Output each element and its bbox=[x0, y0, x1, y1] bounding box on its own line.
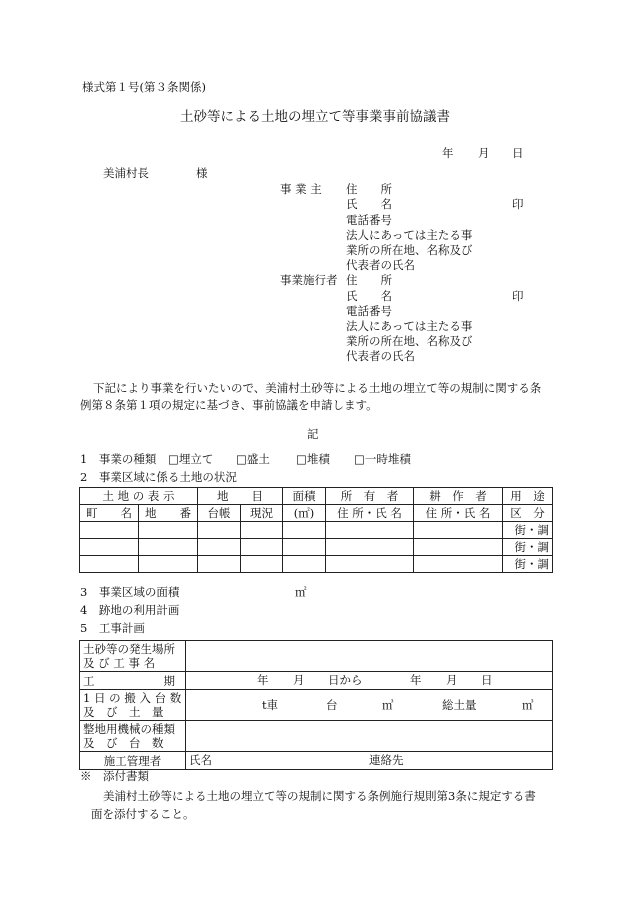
machine-label-line-1: 整地用機械の種類 bbox=[83, 722, 175, 736]
source-label bbox=[80, 641, 186, 672]
header-lot: 地 番 bbox=[139, 505, 198, 522]
applicant-name-label: 氏 名 bbox=[346, 197, 392, 211]
period-year-2: 年 bbox=[410, 673, 422, 687]
addressee-honorific: 様 bbox=[196, 166, 208, 180]
option-umetate[interactable]: □埋立て bbox=[168, 452, 214, 466]
cell-current[interactable] bbox=[241, 539, 283, 556]
cell-area[interactable] bbox=[283, 539, 326, 556]
body-text-line-2: 例第８条第１項の規定に基づき、事前協議を申請します。 bbox=[80, 398, 378, 412]
item4-label: 4 跡地の利用計画 bbox=[80, 603, 180, 617]
cell-use[interactable]: 街・調 bbox=[503, 539, 553, 556]
daily-truck: t車 bbox=[262, 698, 279, 712]
applicant-role: 事 業 主 bbox=[280, 182, 322, 196]
header-use: 用 途 bbox=[503, 488, 553, 505]
applicant-seal: 印 bbox=[512, 197, 524, 211]
option-taiseki[interactable]: □堆積 bbox=[296, 452, 330, 466]
work-plan-table bbox=[79, 640, 553, 770]
item1-label: 1 事業の種類 bbox=[80, 452, 157, 466]
cell-ledger[interactable] bbox=[198, 522, 241, 539]
cell-lot[interactable] bbox=[139, 556, 198, 573]
item2-label: 2 事業区域に係る土地の状況 bbox=[80, 470, 237, 484]
attachment-heading: ※ 添付書類 bbox=[80, 769, 149, 783]
header-area-unit: (㎡) bbox=[283, 505, 326, 522]
cell-current[interactable] bbox=[241, 556, 283, 573]
item3-label: 3 事業区域の面積 bbox=[80, 585, 180, 599]
daily-label-line-2: 及 び 土 量 bbox=[83, 705, 164, 719]
header-chimoku: 地 目 bbox=[198, 488, 283, 505]
cell-lot[interactable] bbox=[139, 539, 198, 556]
cell-ledger[interactable] bbox=[198, 539, 241, 556]
applicant-corp-note-3: 代表者の氏名 bbox=[346, 258, 415, 272]
header-town: 町 名 bbox=[80, 505, 139, 522]
cell-area[interactable] bbox=[283, 556, 326, 573]
daily-total-unit: ㎥ bbox=[522, 698, 534, 712]
contractor-corp-note-1: 法人にあっては主たる事 bbox=[346, 319, 473, 333]
table-row bbox=[80, 690, 553, 721]
period-month-1: 月 bbox=[293, 673, 305, 687]
period-value[interactable] bbox=[186, 672, 553, 690]
header-land-display: 土 地 の 表 示 bbox=[80, 488, 198, 505]
period-month-2: 月 bbox=[446, 673, 458, 687]
table-row bbox=[80, 539, 553, 556]
addressee-name: 美浦村長 bbox=[103, 166, 149, 180]
header-current: 現況 bbox=[241, 505, 283, 522]
contractor-address-label: 住 所 bbox=[346, 273, 392, 287]
machine-value[interactable] bbox=[186, 721, 553, 752]
daily-label-line-1: 1 日 の 搬 入 台 数 bbox=[83, 691, 182, 705]
contractor-phone-label: 電話番号 bbox=[346, 304, 392, 318]
contractor-name-label: 氏 名 bbox=[346, 289, 392, 303]
daily-volume-unit: ㎥ bbox=[382, 698, 394, 712]
cell-tenant[interactable] bbox=[414, 556, 503, 573]
period-day-1: 日から bbox=[328, 673, 363, 687]
applicant-phone-label: 電話番号 bbox=[346, 213, 392, 227]
applicant-address-label: 住 所 bbox=[346, 182, 392, 196]
source-label-line-2: 及 び 工 事 名 bbox=[83, 656, 156, 670]
header-owner-sub: 住 所・氏 名 bbox=[326, 505, 414, 522]
daily-label bbox=[80, 690, 186, 721]
machine-label-line-2: 及 び 台 数 bbox=[83, 736, 164, 750]
period-day-2: 日 bbox=[481, 673, 493, 687]
cell-use[interactable]: 街・調 bbox=[503, 522, 553, 539]
table-row bbox=[80, 672, 553, 690]
cell-town[interactable] bbox=[80, 522, 139, 539]
land-status-table bbox=[79, 487, 553, 573]
machine-label bbox=[80, 721, 186, 752]
attachment-text-line-1: 美浦村土砂等による土地の埋立て等の規制に関する条例施行規則第3条に規定する書 bbox=[103, 789, 536, 803]
manager-contact-label: 連絡先 bbox=[369, 753, 404, 767]
item3-unit: ㎡ bbox=[295, 585, 307, 599]
cell-area[interactable] bbox=[283, 522, 326, 539]
cell-tenant[interactable] bbox=[414, 522, 503, 539]
contractor-seal: 印 bbox=[512, 289, 524, 303]
option-ichiji-taiseki[interactable]: □一時堆積 bbox=[354, 452, 411, 466]
table-row bbox=[80, 752, 553, 770]
item5-label: 5 工事計画 bbox=[80, 621, 145, 635]
date-month: 月 bbox=[478, 146, 490, 160]
source-label-line-1: 土砂等の発生場所 bbox=[83, 642, 175, 656]
ki-mark: 記 bbox=[307, 427, 319, 441]
applicant-corp-note-1: 法人にあっては主たる事 bbox=[346, 228, 473, 242]
daily-count: 台 bbox=[326, 698, 338, 712]
table-row bbox=[80, 721, 553, 752]
daily-value[interactable] bbox=[186, 690, 553, 721]
contractor-corp-note-3: 代表者の氏名 bbox=[346, 349, 415, 363]
cell-tenant[interactable] bbox=[414, 539, 503, 556]
header-tenant: 耕 作 者 bbox=[414, 488, 503, 505]
header-tenant-sub: 住 所・氏 名 bbox=[414, 505, 503, 522]
date-day: 日 bbox=[512, 146, 524, 160]
applicant-corp-note-2: 業所の所在地、名称及び bbox=[346, 243, 473, 257]
date-year: 年 bbox=[442, 146, 454, 160]
cell-current[interactable] bbox=[241, 522, 283, 539]
table-row bbox=[80, 556, 553, 573]
cell-owner[interactable] bbox=[326, 556, 414, 573]
period-label: 工 期 bbox=[80, 672, 186, 690]
cell-town[interactable] bbox=[80, 539, 139, 556]
cell-owner[interactable] bbox=[326, 522, 414, 539]
header-area: 面積 bbox=[283, 488, 326, 505]
source-value[interactable] bbox=[186, 641, 553, 672]
option-morido[interactable]: □盛土 bbox=[236, 452, 270, 466]
manager-name-label: 氏名 bbox=[189, 753, 212, 767]
header-ledger: 台帳 bbox=[198, 505, 241, 522]
contractor-corp-note-2: 業所の所在地、名称及び bbox=[346, 334, 473, 348]
cell-use[interactable]: 街・調 bbox=[503, 556, 553, 573]
cell-owner[interactable] bbox=[326, 539, 414, 556]
manager-label: 施工管理者 bbox=[80, 752, 186, 770]
form-number: 様式第１号(第３条関係) bbox=[82, 80, 206, 94]
cell-town[interactable] bbox=[80, 556, 139, 573]
daily-total-label: 総土量 bbox=[442, 698, 477, 712]
contractor-role: 事業施行者 bbox=[280, 273, 338, 287]
header-use-sub: 区 分 bbox=[503, 505, 553, 522]
cell-lot[interactable] bbox=[139, 522, 198, 539]
cell-ledger[interactable] bbox=[198, 556, 241, 573]
attachment-text-line-2: 面を添付すること。 bbox=[91, 807, 195, 821]
table-row bbox=[80, 641, 553, 672]
body-text-line-1: 下記により事業を行いたいので、美浦村土砂等による土地の埋立て等の規制に関する条 bbox=[93, 381, 542, 395]
document-title: 土砂等による土地の埋立て等事業事前協議書 bbox=[180, 109, 450, 125]
period-year-1: 年 bbox=[257, 673, 269, 687]
header-owner: 所 有 者 bbox=[326, 488, 414, 505]
manager-value[interactable] bbox=[186, 752, 553, 770]
table-row bbox=[80, 522, 553, 539]
